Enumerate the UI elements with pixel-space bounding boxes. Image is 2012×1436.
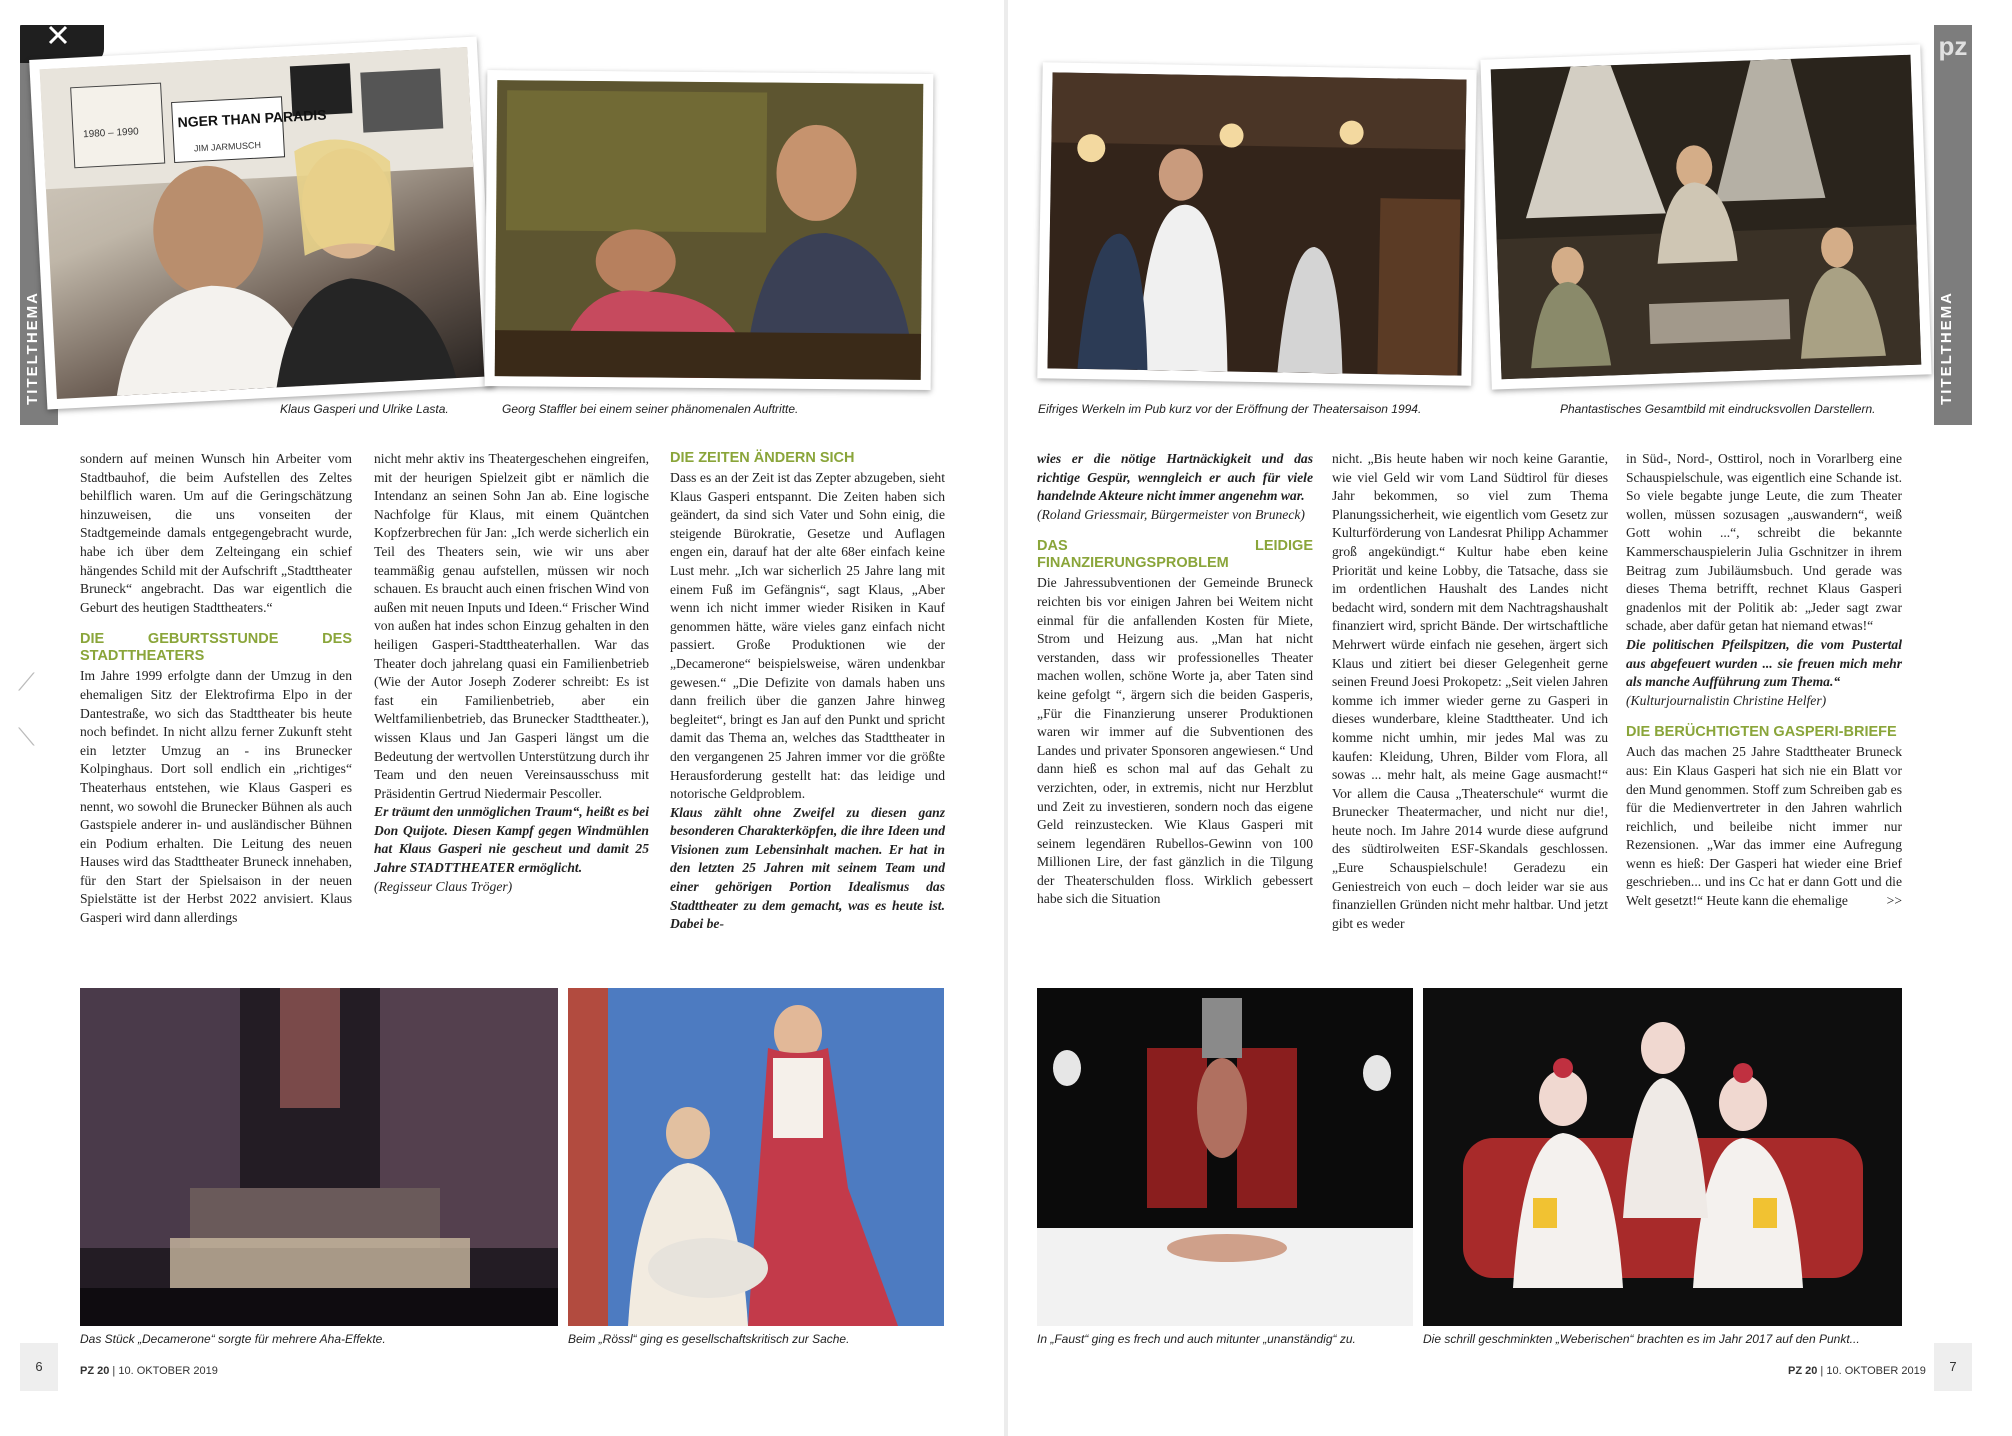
col3-quote: Klaus zählt ohne Zweifel zu diesen ganz besonderen Charakterköpfen, die ihre Ideen und Visionen zum Lebensinhalt machen. Er hat in den letzten 25 Jahren mit seinem Team und einer gehörigen Portion Idealismus das Stadttheater zu dem gemacht, was es heute ist. Dabei be-	[670, 804, 945, 932]
photo-scene-8	[1423, 988, 1902, 1326]
heading-finanzierung: DAS LEIDIGE FINANZIERUNGSPROBLEM	[1037, 538, 1313, 572]
caption-top-2: Georg Staffler bei einem seiner phänomenalen Auftritte.	[502, 402, 799, 416]
photo-roessl	[568, 988, 944, 1326]
col4-paragraph-1: Die Jahressubventionen der Gemeinde Bruneck reichten bis vor einigen Jahren bei Weitem nicht einmal für die anfallenden Kosten für Miete, Strom und Heizung aus. „Man hat nicht verstanden, dass wir professionelles Theater machen wollen, schöne Worte ja, aber Taten sind keine gefolgt “, ärgern sich die beiden Gasperis, „Für die Finanzierung unserer Produktionen waren wir immer auf die Subventionen des Landes und privater Sponsoren angewiesen.“ Und dann hieß es schon mal auf das Gehalt zu verzichten, oder, in extremis, nicht nur Herzblut und Zeit zu investieren, sondern noch das eigene Geld reinzustecken. Wie Klaus Gasperi mit seinem legendären Rubellos-Gewinn von 100 Millionen Lire, der fast gänzlich in die Tilgung der Theaterschulden floss. Wirklich gebessert habe sich die Situation	[1037, 575, 1313, 907]
photo-weberischen	[1423, 988, 1902, 1326]
folio-date-right: 10. OKTOBER 2019	[1826, 1365, 1926, 1377]
caption-bottom-3: In „Faust“ ging es frech und auch mitunter „unanständig“ zu.	[1037, 1332, 1356, 1346]
col6-quote: Die politischen Pfeilspitzen, die vom Pustertal aus abgefeuert wurden ... sie freuen mich mehr als manche Aufführung zum Thema.“	[1626, 636, 1902, 690]
caption-top-3: Eifriges Werkeln im Pub kurz vor der Eröffnung der Theatersaison 1994.	[1038, 402, 1422, 416]
caption-bottom-4: Die schrill geschminkten „Weberischen“ brachten es im Jahr 2017 auf den Punkt...	[1423, 1332, 1860, 1346]
caption-top-4: Phantastisches Gesamtbild mit eindrucksvollen Darstellern.	[1560, 402, 1876, 416]
photo-scene-6	[568, 988, 944, 1326]
poster-sub: JIM JARMUSCH	[193, 139, 262, 154]
heading-gasperi-briefe: DIE BERÜCHTIGTEN GASPERI-BRIEFE	[1626, 724, 1897, 741]
folio-brand-right: PZ 20	[1788, 1365, 1818, 1377]
pz-logo-right: pz	[1938, 31, 1968, 61]
photo-faust	[1037, 988, 1413, 1326]
photo-scene-1	[40, 47, 485, 399]
col6-quote-source: (Kulturjournalistin Christine Helfer)	[1626, 692, 1827, 708]
column-4	[1037, 450, 1313, 909]
page-number-left: 6	[20, 1343, 58, 1391]
continue-arrow: >>	[1886, 893, 1902, 909]
caption-top-1: Klaus Gasperi und Ulrike Lasta.	[280, 402, 449, 416]
folio-date-left: 10. OKTOBER 2019	[118, 1365, 218, 1377]
photo-gasperi-lasta	[29, 37, 495, 410]
col5-paragraph-1: nicht. „Bis heute haben wir noch keine Garantie, wie viel Geld wir vom Land Südtirol für dieses Jahr bekommen, so viel zum Thema Planungssicherheit, wie eigentlich vom Gesetz zur Kulturförderung von Landesrat Philipp Achammer groß angekündigt.“ Kultur habe eben keine Priorität und keine Lobby, die Tatsache, dass sie im ordentlichen Haushalt des Landes nicht bedacht wird, sondern mit dem Nachtragshaushalt finanziert wird, spricht Bände. Der wirtschaftliche Mehrwert würde einfach nie gesehen, ärgert sich Klaus und zitiert bei dieser Gelegenheit gerne seinen Freund Joesi Prokopetz: „Seit vielen Jahren komme ich immer wieder gerne zu Gasperi in dieses wunderbare, kleine Stadttheater. Und ich komme nicht umhin, mir jedes Mal was zu kaufen: Kleidung, Uhren, Bilder vom Flora, all sowas ... mehr halt, als meine Gage ausmacht!“ Vor allem die Causa „Theaterschule“ wurmt die Brunecker Theatermacher, und nicht nur die!, heute noch. Im Jahre 2014 wurde diese aufgrund des südtirolweiten ESF-Skandals geschlossen. „Eure Schauspielschule! Geradezu ein Geniestreich von euch – doch leider war sie aus finanziellen Gründen nicht mehr haltbar. Und jetzt gibt es weder	[1332, 451, 1608, 931]
photo-scene-3	[1047, 72, 1466, 375]
heading-zeiten: DIE ZEITEN ÄNDERN SICH	[670, 450, 855, 466]
photo-scene-2	[495, 80, 924, 380]
section-label-right: TITELTHEMA	[1938, 291, 1955, 405]
caption-bottom-1: Das Stück „Decamerone“ sorgte für mehrere Aha-Effekte.	[80, 1332, 386, 1346]
column-2	[374, 450, 649, 896]
heading-geburtsstunde: DIE GEBURTSSTUNDE DES STADTTHEATERS	[80, 631, 352, 665]
photo-staffler	[485, 70, 934, 390]
photo-scene-5	[80, 988, 558, 1326]
col1-paragraph-1: sondern auf meinen Wunsch hin Arbeiter vom Stadtbauhof, die beim Aufstellen des Zeltes behilflich waren. Um auf die Geringschätzung hinzuweisen, die uns vonseiten der Stadtgemeinde damals entgegengebracht wurde, habe ich über dem Zelteingang ein schief hängendes Schild mit der Aufschrift „Stadttheater Bruneck“ angebracht. Das war eigentlich die Geburt des heutigen Stadttheaters.“	[80, 451, 352, 615]
folio-left	[80, 1365, 218, 1377]
col2-quote: Er träumt den unmöglichen Traum“, heißt es bei Don Quijote. Diesen Kampf gegen Windmühlen hat Klaus Gasperi nie gescheut und damit 25 Jahre STADTTHEATER ermöglicht.	[374, 804, 649, 876]
poster-title: NGER THAN PARADIS	[177, 106, 327, 131]
page-number-right: 7	[1934, 1343, 1972, 1391]
col4-quote-source: (Roland Griessmair, Bürgermeister von Bruneck)	[1037, 506, 1305, 522]
side-margin-marks: ⟋ ⟍	[18, 670, 35, 751]
photo-pub	[1037, 62, 1476, 386]
caption-bottom-2: Beim „Rössl“ ging es gesellschaftskritisch zur Sache.	[568, 1332, 850, 1346]
folio-sep-right: |	[1820, 1365, 1824, 1377]
col2-paragraph-1: nicht mehr aktiv ins Theatergeschehen eingreifen, mit der heurigen Spielzeit gibt er nämlich die Intendanz an seinen Sohn Jan ab. Eine logische Nachfolge für Klaus, mit einem Quäntchen Kopfzerbrechen für Jan: „Ich werde sicherlich ein Teil des Theaters sein, wie wir uns aber teammäßig genau aufstellen, müssen wir noch schauen. Es braucht auch einen frischen Wind von außen mit neuen Inputs und Ideen.“ Frischer Wind von außen hat indes schon Einzug gehalten in den heiligen Gasperi-Stadttheaterhallen. War das Theater doch jahrelang quasi ein Familienbetrieb (Wie der Autor Joseph Zoderer schreibt: Es ist fast ein Familienbetrieb, aber ein Weltfamilienbetrieb, das Brunecker Stadttheater.), wissen Klaus und Jan Gasperi längst um die Bedeutung der wertvollen Unterstützung durch ihr Team und den neuen Vereinsausschuss mit Präsidentin Gertrud Niedermair Pescoller.	[374, 451, 649, 801]
photo-scene-4	[1491, 55, 1922, 379]
column-5	[1332, 450, 1608, 933]
col3-paragraph-1: Dass es an der Zeit ist das Zepter abzugeben, sieht Klaus Gasperi entspannt. Die Zeiten haben sich geändert, da sind sich Vater und Sohn einig, die steigende Bürokratie, Gesetze und Auflagen engen ein, darauf hat der alte 68er einfach keine Lust mehr. „Ich war sicherlich 25 Jahre lang mit einem Fuß im Gefängnis“, sagt Klaus, „Aber wenn ich nicht immer wieder Risiken in Kauf genommen hätte, wäre vieles ganz einfach nicht passiert. Große Produktionen wie der „Decamerone“ beispielsweise, wären undenkbar gewesen.“ „Die Defizite von damals haben uns dann freilich über die ganzen Jahre hinweg begleitet“, bringt es Jan auf den Punkt und spricht damit das Thema an, welches das Stadttheater in den vergangenen 25 Jahren immer vor die größte Herausforderung gestellt hat: das leidige und notorische Geldproblem.	[670, 470, 945, 802]
col2-quote-source: (Regisseur Claus Tröger)	[374, 878, 513, 894]
col1-paragraph-2: Im Jahre 1999 erfolgte dann der Umzug in den ehemaligen Sitz der Elektrofirma Elpo in der Dantestraße, wo sich das Stadttheater bis heute noch befindet. In nicht allzu ferner Zukunft steht ein letzter Umzug an - ins Brunecker Kolpinghaus. Dort soll endlich ein „richtiges“ Theaterhaus entstehen, wie Klaus Gasperi es nennt, wo sowohl die Brunecker Bühnen als auch Gastspiele anderer in- und ausländischer Bühnen ein Podium erhalten. Die Leitung des neuen Hauses wird das Stadttheater Bruneck innehaben, für den Start der Spielsaison in der neuen Spielstätte ist der Herbst 2022 anvisiert. Klaus Gasperi wird dann allerdings	[80, 668, 352, 926]
folio-brand-left: PZ 20	[80, 1365, 110, 1377]
folio-right	[1788, 1365, 1926, 1377]
col6-paragraph-2	[1626, 743, 1902, 910]
column-1	[80, 450, 352, 928]
folio-sep-left: |	[112, 1365, 116, 1377]
photo-ensemble	[1480, 44, 1931, 389]
column-3	[670, 450, 945, 934]
photo-decamerone	[80, 988, 558, 1326]
column-6	[1626, 450, 1902, 911]
col4-quote: wies er die nötige Hartnäckigkeit und das richtige Gespür, wenngleich er auch für viele handelnde Akteure nicht immer angenehm war.	[1037, 451, 1313, 504]
page-spine	[1004, 0, 1008, 1436]
section-label-left: TITELTHEMA	[24, 291, 41, 405]
poster-years: 1980 – 1990	[82, 126, 139, 141]
col6-paragraph-2-text: Auch das machen 25 Jahre Stadttheater Bruneck aus: Ein Klaus Gasperi hat sich nie ein Blatt vor den Mund genommen. Stoff zum Schreiben gab es für die Medienvertreter in den Jahren wahrlich reichlich, und beileibe nicht immer nur Rezensionen. „War das immer eine Aufregung wenn es hieß: Der Gasperi hat wieder eine Brief geschrieben... und ins Cc hat er dann Gott und die Welt gesetzt!“ Heute kann die ehemalige	[1626, 744, 1902, 909]
close-icon	[38, 25, 78, 61]
right-section-tab	[1934, 25, 1972, 425]
photo-scene-7	[1037, 988, 1413, 1326]
col6-paragraph-1: in Süd-, Nord-, Osttirol, noch in Vorarlberg eine Schauspielschule, was eigentlich eine Schande ist. So viele begabte junge Leute, die zum Theater wollen, müssen sozusagen „auswandern“, weiß Gott wohin ...“, schreibt die bekannte Kammerschauspielerin Julia Gschnitzer in ihrem Beitrag zum Jubiläumsbuch. Und gerade was dieses Thema betrifft, rechnet Klaus Gasperi gnadenlos mit der Politik ab: „Jeder sagt zwar schade, aber dafür getan hat niemand etwas!“	[1626, 451, 1902, 634]
